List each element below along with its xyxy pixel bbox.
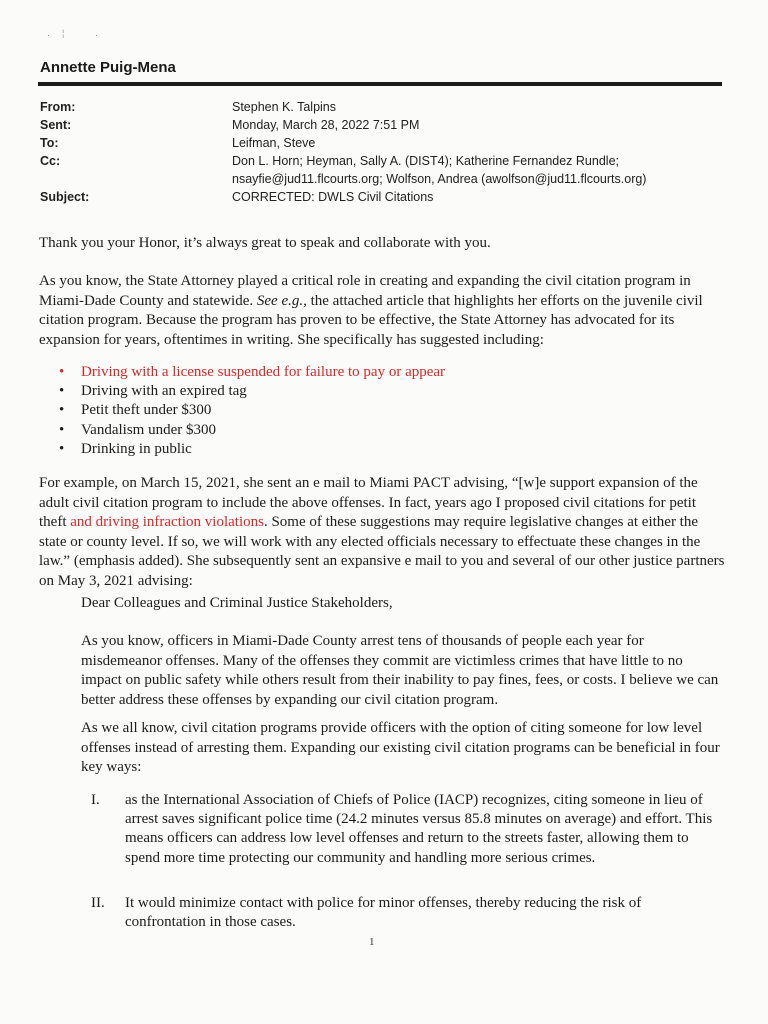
page-number: 1 <box>369 936 375 948</box>
see-eg-citation: See e.g., <box>256 292 307 309</box>
quoted-paragraph-2-text: As we all know, civil citation programs provide officers with the option of citing someone for low level offenses instead of arresting them. Expanding our existing civil citation programs can be beneficial in four key ways: <box>81 720 720 775</box>
cc-row-continued <box>40 170 730 188</box>
paragraph-1-part1: As you know, the State Attorney played a critical role in creating and expanding the civil citation program in Miami-Dade County and statewide. <box>39 273 691 309</box>
cc-row <box>40 152 730 170</box>
paragraph-2-text <box>39 474 725 591</box>
subject-row <box>40 188 730 206</box>
from-label: From: <box>40 100 76 114</box>
suggested-offenses-list <box>39 363 445 459</box>
email-header <box>40 98 730 206</box>
subject-label: Subject: <box>40 190 90 204</box>
header-divider <box>38 82 722 86</box>
numbered-item-text: as the International Association of Chiefs of Police (IACP) recognizes, citing someone in lieu of arrest saves significant police time (24.2 minutes versus 85.8 minutes on average) and effort. This means officers can address low level offenses and return to the streets faster, allowing them to spend more time protecting our community and handling more serious crimes. <box>125 792 713 866</box>
paragraph-2-part2: . Some of these suggestions may require legislative changes at either the state or county level. If so, we will work with any elected officials necessary to effectuate these changes in the law.” (emphasis added). She subsequently sent an expansive e mail to you and several of our other justice partners on May 3, 2021 advising: <box>39 514 725 589</box>
list-item: • Drinking in public <box>39 440 445 459</box>
list-item: • Vandalism under $300 <box>39 421 445 440</box>
quoted-paragraph-1-text: As you know, officers in Miami-Dade County arrest tens of thousands of people each year for misdemeanor offenses. Many of the offenses they commit are victimless crimes that have little to no impact on public safety while others result from their inability to pay fines, fees, or costs. I believe we can better address these offenses by expanding our civil citation program. <box>81 633 719 708</box>
list-item: • Driving with an expired tag <box>39 382 445 401</box>
scan-speck: · <box>47 30 50 40</box>
quoted-salutation <box>81 594 721 614</box>
sent-row <box>40 116 730 134</box>
list-item: • Driving with a license suspended for failure to pay or appear <box>39 363 445 382</box>
subject-value: CORRECTED: DWLS Civil Citations <box>232 190 434 204</box>
greeting-text: Thank you your Honor, it’s always great to speak and collaborate with you. <box>39 235 491 251</box>
cc-value-line1: Don L. Horn; Heyman, Sally A. (DIST4); Katherine Fernandez Rundle; <box>232 154 619 168</box>
paragraph-2 <box>39 474 725 591</box>
paragraph-1-text <box>39 272 725 350</box>
paragraph-2-part1: For example, on March 15, 2021, she sent an e mail to Miami PACT advising, “[w]e support expansion of the adult civil citation program to include the above offenses. In fact, years ago I proposed civil citations for petit theft <box>39 475 698 530</box>
paragraph-1-part2: the attached article that highlights her efforts on the juvenile civil citation program. Because the program has proven to be effective, the State Attorney has advocated for its expansion for years, oftentimes in writing. She specifically has suggested including: <box>39 292 703 348</box>
numbered-item-marker: I. <box>91 792 100 808</box>
greeting-paragraph <box>39 234 725 254</box>
quoted-paragraph-1 <box>81 632 721 710</box>
emphasized-phrase: and driving infraction violations <box>70 514 264 530</box>
from-row <box>40 98 730 116</box>
scan-speck: ¦ <box>62 28 65 38</box>
numbered-item-marker: II. <box>91 895 105 911</box>
to-row <box>40 134 730 152</box>
quoted-salutation-text: Dear Colleagues and Criminal Justice Stakeholders, <box>81 595 393 611</box>
cc-value-line2: nsayfie@jud11.flcourts.org; Wolfson, Andrea (awolfson@jud11.flcourts.org) <box>232 172 647 186</box>
paragraph-1 <box>39 272 725 350</box>
scan-speck: · <box>95 30 98 40</box>
mailbox-owner-name: Annette Puig-Mena <box>40 59 176 76</box>
to-value: Leifman, Steve <box>232 136 316 150</box>
sent-label: Sent: <box>40 118 72 132</box>
numbered-item-text: It would minimize contact with police for minor offenses, thereby reducing the risk of confrontation in those cases. <box>125 895 642 931</box>
to-label: To: <box>40 136 59 150</box>
cc-label: Cc: <box>40 154 61 168</box>
sent-value: Monday, March 28, 2022 7:51 PM <box>232 118 420 132</box>
quoted-paragraph-2 <box>81 719 721 778</box>
from-value: Stephen K. Talpins <box>232 100 337 114</box>
list-item: • Petit theft under $300 <box>39 401 445 420</box>
